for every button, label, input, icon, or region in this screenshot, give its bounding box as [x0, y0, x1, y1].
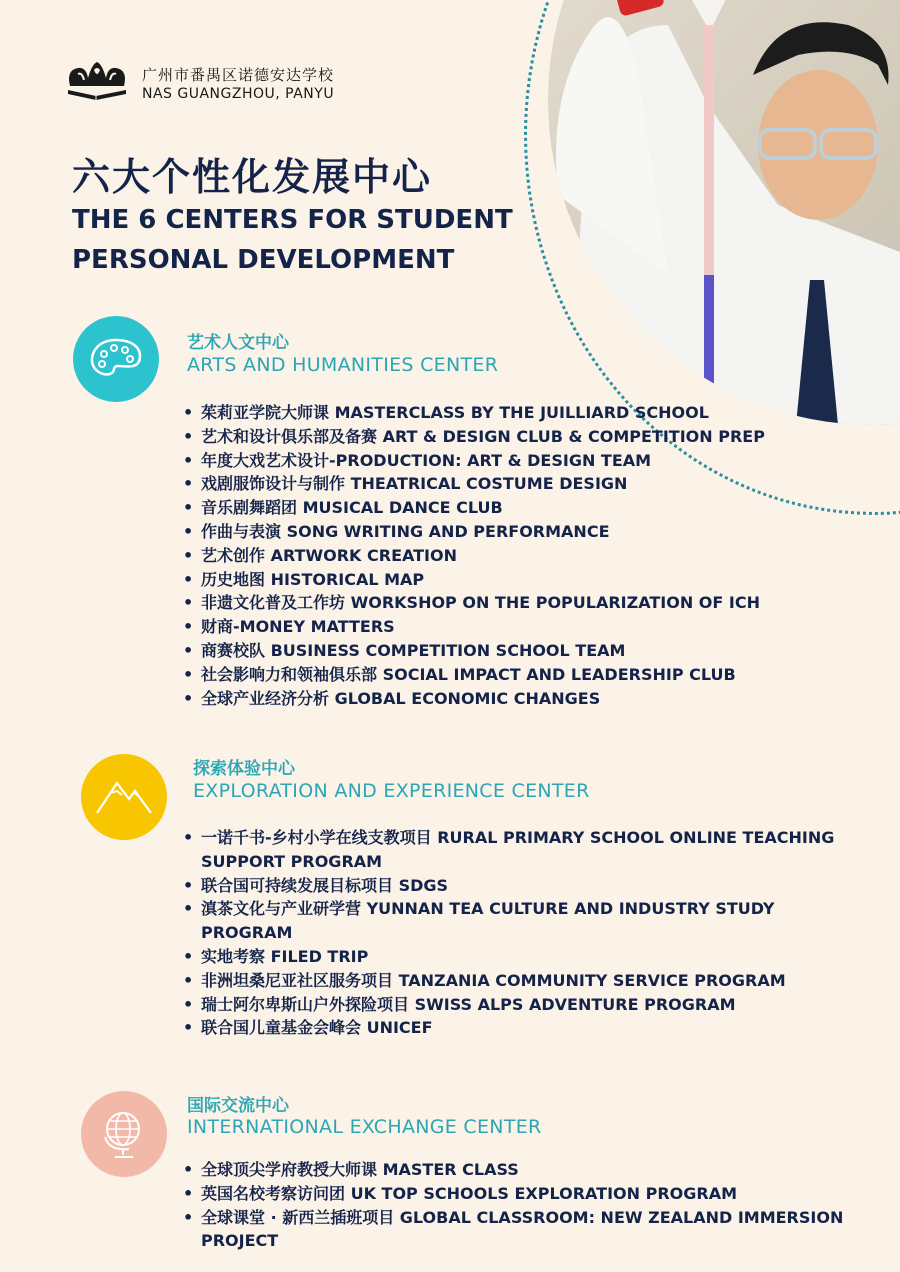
list-item: • 商赛校队 BUSINESS COMPETITION SCHOOL TEAM — [181, 639, 861, 663]
arts-section-icon-badge — [73, 316, 159, 402]
list-item: • 全球产业经济分析 GLOBAL ECONOMIC CHANGES — [181, 687, 861, 711]
list-item: • 非遗文化普及工作坊 WORKSHOP ON THE POPULARIZATION OF ICH — [181, 591, 861, 615]
list-item: • 联合国儿童基金会峰会 UNICEF — [181, 1016, 861, 1040]
arts-section-title-cn: 艺术人文中心 — [187, 333, 289, 353]
list-item: • 一诺千书-乡村小学在线支教项目 RURAL PRIMARY SCHOOL ONLINE TEACHING SUPPORT PROGRAM — [181, 826, 861, 874]
exploration-section-icon-badge — [81, 754, 167, 840]
list-item: • 全球课堂 · 新西兰插班项目 GLOBAL CLASSROOM: NEW ZEALAND IMMERSION PROJECT — [181, 1206, 861, 1254]
list-item: • 非洲坦桑尼亚社区服务项目 TANZANIA COMMUNITY SERVICE PROGRAM — [181, 969, 861, 993]
list-item: • 年度大戏艺术设计-PRODUCTION: ART & DESIGN TEAM — [181, 449, 861, 473]
school-name-en: NAS GUANGZHOU, PANYU — [142, 86, 335, 102]
international-section-list — [181, 1158, 861, 1253]
exploration-section-title-en: EXPLORATION AND EXPERIENCE CENTER — [193, 780, 590, 802]
list-item: • 财商-MONEY MATTERS — [181, 615, 861, 639]
list-item: • 戏剧服饰设计与制作 THEATRICAL COSTUME DESIGN — [181, 472, 861, 496]
list-item: • 联合国可持续发展目标项目 SDGS — [181, 874, 861, 898]
list-item: • 茱莉亚学院大师课 MASTERCLASS BY THE JUILLIARD SCHOOL — [181, 401, 861, 425]
globe-icon — [99, 1107, 149, 1161]
list-item: • 全球顶尖学府教授大师课 MASTER CLASS — [181, 1158, 861, 1182]
list-item: • 社会影响力和领袖俱乐部 SOCIAL IMPACT AND LEADERSHIP CLUB — [181, 663, 861, 687]
page-title-cn: 六大个性化发展中心 — [72, 155, 433, 199]
international-section-title-cn: 国际交流中心 — [187, 1096, 289, 1116]
list-item: • 英国名校考察访问团 UK TOP SCHOOLS EXPLORATION PROGRAM — [181, 1182, 861, 1206]
international-section-title-en: INTERNATIONAL EXCHANGE CENTER — [187, 1116, 542, 1138]
list-item: • 艺术和设计俱乐部及备赛 ART & DESIGN CLUB & COMPETITION PREP — [181, 425, 861, 449]
page-title-en: THE 6 CENTERS FOR STUDENT PERSONAL DEVELOPMENT — [72, 205, 513, 275]
arts-section-list — [181, 401, 861, 710]
list-item: • 历史地图 HISTORICAL MAP — [181, 568, 861, 592]
palette-icon — [88, 336, 144, 382]
list-item: • 滇茶文化与产业研学营 YUNNAN TEA CULTURE AND INDUSTRY STUDY PROGRAM — [181, 897, 861, 945]
list-item: • 艺术创作 ARTWORK CREATION — [181, 544, 861, 568]
exploration-section-title-cn: 探索体验中心 — [193, 759, 295, 779]
list-item: • 实地考察 FILED TRIP — [181, 945, 861, 969]
list-item: • 瑞士阿尔卑斯山户外探险项目 SWISS ALPS ADVENTURE PROGRAM — [181, 993, 861, 1017]
list-item: • 作曲与表演 SONG WRITING AND PERFORMANCE — [181, 520, 861, 544]
exploration-section-list — [181, 826, 861, 1040]
school-name-cn: 广州市番禺区诺德安达学校 — [142, 66, 335, 84]
school-crest-logo — [62, 56, 132, 108]
list-item: • 音乐剧舞蹈团 MUSICAL DANCE CLUB — [181, 496, 861, 520]
arts-section-title-en: ARTS AND HUMANITIES CENTER — [187, 354, 499, 376]
international-section-icon-badge — [81, 1091, 167, 1177]
mountain-icon — [95, 777, 153, 817]
